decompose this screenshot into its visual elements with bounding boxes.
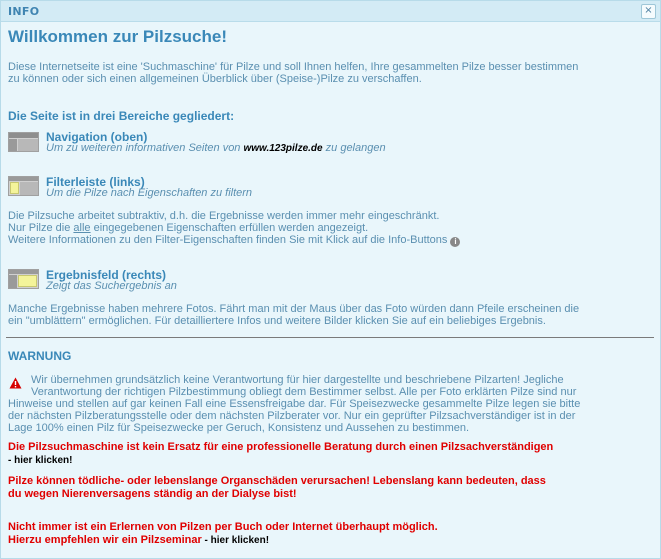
intro-line-2: zu können oder sich einen allgemeinen Überblick über (Speise-)Pilze zu verschaffen. bbox=[8, 73, 422, 85]
results-title: Ergebnisfeld (rechts) bbox=[46, 268, 167, 282]
alert-professional: Die Pilzsuchmaschine ist kein Ersatz für eine professionelle Beratung durch einen Pilzsachverständigen bbox=[8, 441, 554, 453]
alert-learning-line-1: Nicht immer ist ein Erlernen von Pilzen per Buch oder Internet überhaupt möglich. bbox=[8, 521, 438, 533]
close-button[interactable] bbox=[641, 4, 656, 19]
navigation-sub-text: Um zu weiteren informativen Seiten von bbox=[46, 142, 244, 154]
filter-title: Filterleiste (links) bbox=[46, 175, 145, 189]
filter-subtitle: Um die Pilze nach Eigenschaften zu filtern bbox=[46, 187, 253, 199]
filter-text-suffix: eingegebenen Eigenschaften erfüllen werden angezeigt. bbox=[90, 222, 369, 234]
warning-line-4: der nächsten Pilzberatungsstelle oder dem nächsten Pilzberater vor. Nur ein geprüfter Pilzsachverständiger ist in der bbox=[8, 410, 576, 422]
results-subtitle: Zeigt das Suchergebnis an bbox=[46, 280, 177, 292]
navigation-sub-suffix: zu gelangen bbox=[322, 142, 386, 154]
filter-info-text: Weitere Informationen zu den Filter-Eigenschaften finden Sie mit Klick auf die Info-Buttons bbox=[8, 234, 448, 246]
areas-heading: Die Seite ist in drei Bereiche gegliedert: bbox=[8, 109, 235, 123]
layout-filter-icon bbox=[8, 176, 39, 196]
site-url-link[interactable]: www.123pilze.de bbox=[243, 143, 323, 154]
alert-organ-damage-line-2: du wegen Nierenversagens ständig an der Dialyse bist! bbox=[8, 488, 297, 500]
warning-line-2: Verantwortung der richtigen Pilzbestimmung obliegt dem Bestimmer selbst. Alle per Foto erklärten Pilze sind nur bbox=[31, 386, 577, 398]
dialog-titlebar bbox=[1, 1, 660, 22]
alert-organ-damage-line-1: Pilze können tödliche- oder lebenslange Organschäden verursachen! Lebenslang kann bedeuten, dass bbox=[8, 475, 546, 487]
intro-line-1: Diese Internetseite ist eine 'Suchmaschine' für Pilze und soll Ihnen helfen, Ihre gesammelten Pilze besser bestimmen bbox=[8, 61, 579, 73]
dialog-title: INFO bbox=[8, 5, 40, 18]
filter-text-emphasis: alle bbox=[73, 222, 91, 234]
section-divider bbox=[6, 337, 654, 338]
close-icon: × bbox=[644, 5, 653, 16]
seminar-link[interactable]: - hier klicken! bbox=[201, 535, 270, 546]
warning-line-5: Lage 100% einen Pilz für Speisezwecke per Geruch, Konsistenz und Aussehen zu bestimmen. bbox=[8, 422, 470, 434]
navigation-title: Navigation (oben) bbox=[46, 130, 148, 144]
warning-line-1: Wir übernehmen grundsätzlich keine Verantwortung für hier dargestellte und beschriebene Pilzarten! Jegliche bbox=[31, 374, 564, 386]
navigation-subtitle bbox=[46, 142, 386, 154]
layout-results-icon bbox=[8, 269, 39, 289]
page-title: Willkommen zur Pilzsuche! bbox=[8, 27, 227, 46]
photos-text-line-1: Manche Ergebnisse haben mehrere Fotos. Fährt man mit der Maus über das Foto würden dann Pfeile erscheinen die bbox=[8, 303, 580, 315]
layout-navigation-icon bbox=[8, 132, 39, 152]
filter-text-line-2 bbox=[8, 222, 368, 234]
info-icon[interactable]: i bbox=[450, 237, 460, 247]
warning-icon bbox=[9, 377, 22, 389]
warning-heading: WARNUNG bbox=[8, 349, 72, 363]
alert-learning-line-2 bbox=[8, 534, 269, 547]
warning-line-3: Hinweise und stellen auf gar keinen Fall eine Essensfreigabe dar. Für Speisezwecke gesammelte Pilze legen sie bitte bbox=[8, 398, 581, 410]
seminar-text: Hierzu empfehlen wir ein Pilzseminar bbox=[8, 534, 202, 546]
alert-professional-link-row bbox=[8, 454, 72, 467]
filter-text-line-3 bbox=[8, 234, 460, 247]
filter-text-line-1: Die Pilzsuche arbeitet subtraktiv, d.h. die Ergebnisse werden immer mehr eingeschränkt. bbox=[8, 210, 440, 222]
filter-text-prefix: Nur Pilze die bbox=[8, 222, 74, 234]
photos-text-line-2: ein "umblättern" ermöglichen. Für detailliertere Infos und weitere Bilder klicken Sie auf ein beliebiges Ergebnis. bbox=[8, 315, 546, 327]
professional-advice-link[interactable]: - hier klicken! bbox=[8, 455, 73, 466]
